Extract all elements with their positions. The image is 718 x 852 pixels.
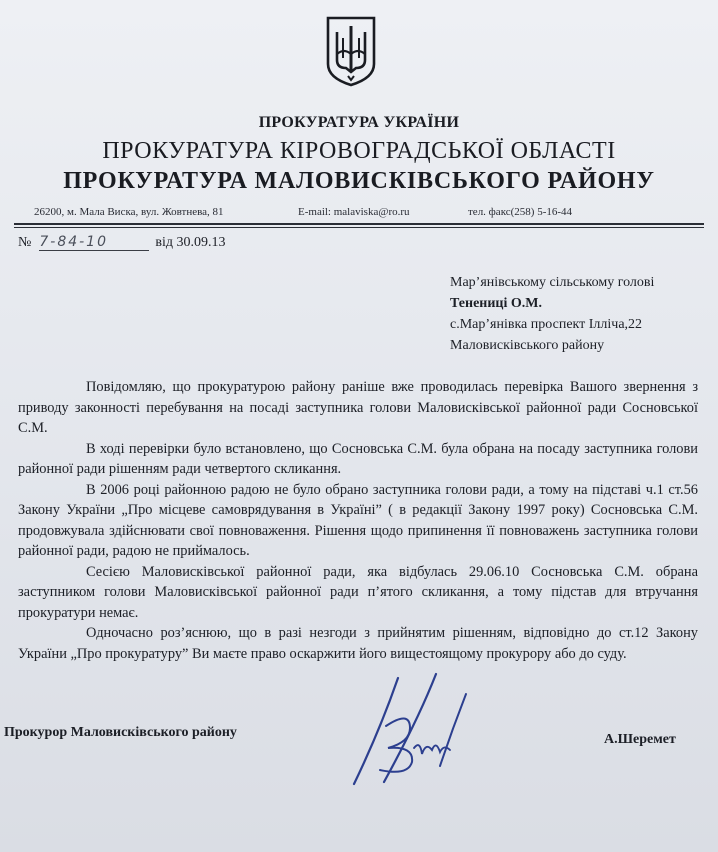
reference-line <box>18 234 225 251</box>
paragraph-3: В 2006 році районною радою не було обрано заступника голови ради, а тому на підставі ч.1 ст.56 Закону України „Про місцеве самоврядування в Україні” ( в редакції Закону 1997 року) Сосновська С.М. продовжувала здійснювати свої повноваження. Рішення щодо припинення її повноважень заступника голови районної ради, радою не приймалось. <box>18 481 698 559</box>
paragraph-4: Сесією Маловисківської районної ради, яка відбулась 29.06.10 Сосновська С.М. обрана заступником голови Маловисківської районної ради п’ятого скликання, а тому підстав для втручання прокуратури немає. <box>18 563 698 621</box>
paragraph-5: Одночасно роз’яснюю, що в разі незгоди з прийнятим рішенням, відповідно до ст.12 Закону України „Про прокуратуру” Ви маєте право оскаржити його вищестоящому прокурору або до суду. <box>18 625 698 662</box>
recipient-line-1: Мар’янівському сільському голові <box>450 275 655 290</box>
email[interactable]: E-mail: malaviska@ro.ru <box>298 206 410 218</box>
number-label: № <box>18 235 32 250</box>
handwritten-signature <box>340 670 510 790</box>
header-line-1: ПРОКУРАТУРА УКРАЇНИ <box>258 114 460 131</box>
address: 26200, м. Мала Виска, вул. Жовтнева, 81 <box>34 206 224 218</box>
header-rule <box>14 223 704 225</box>
paragraph-1: Повідомляю, що прокуратурою району раніше вже проводилась перевірка Вашого звернення з приводу законності перебування на посаді заступника голови Маловисківської районної ради Сосновської С.М. <box>18 379 698 436</box>
paragraph-2: В ході перевірки було встановлено, що Сосновська С.М. була обрана на посаду заступника голови районної ради рішенням ради четвертого скликання. <box>18 440 698 477</box>
phone: тел. факс(258) 5-16-44 <box>468 206 573 218</box>
number-value: 7-84-10 <box>39 234 149 251</box>
recipient-name: Тенениці О.М. <box>450 296 542 311</box>
recipient-district: Маловисківського району <box>450 338 605 353</box>
recipient-address: с.Мар’янівка проспект Ілліча,22 <box>450 317 643 332</box>
letter-body <box>18 377 698 664</box>
date-label: від 30.09.13 <box>155 235 226 250</box>
header-rule-thin <box>14 227 704 228</box>
header-line-3: ПРОКУРАТУРА МАЛОВИСКІВСЬКОГО РАЙОНУ <box>63 168 655 194</box>
header-line-2: ПРОКУРАТУРА КІРОВОГРАДСЬКОЇ ОБЛАСТІ <box>102 138 616 164</box>
signer-position: Прокурор Маловисківського району <box>4 725 237 740</box>
signer-name: А.Шеремет <box>604 732 676 747</box>
recipient-block <box>450 272 654 356</box>
coat-of-arms-icon <box>324 14 378 88</box>
